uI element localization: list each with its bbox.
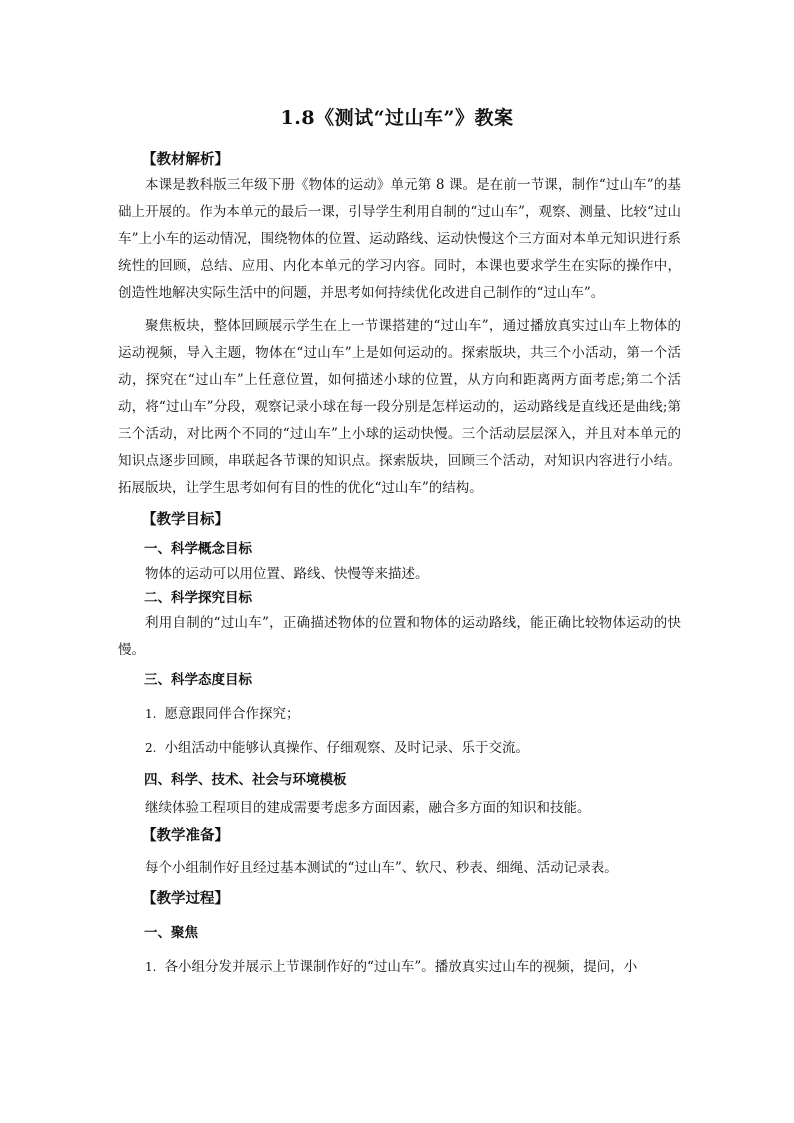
goal-text-sts: 继续体验工程项目的建成需要考虑多方面因素，融合多方面的知识和技能。 [145,800,591,816]
goal-heading-sts: 四、科学、技术、社会与环境模板 [144,772,347,788]
list-item-text: 愿意跟同伴合作探究； [164,706,300,722]
section-heading-teaching-goals: 【教学目标】 [142,511,229,528]
list-item-text: 各小组分发并展示上节课制作好的“过山车”。播放真实过山车的视频，提问，小 [164,959,638,975]
goal-heading-attitude: 三、科学态度目标 [144,672,252,688]
goal-heading-concept: 一、科学概念目标 [144,541,252,557]
list-item [118,704,681,724]
list-item [118,957,681,977]
list-item-number: 2. [145,741,157,755]
list-item-text: 小组活动中能够认真操作、仔细观察、及时记录、乐于交流。 [164,740,529,756]
paragraph-analysis-1: 本课是教科版三年级下册《物体的运动》单元第 8 课。是在前一节课，制作“过山车”的基础上开展的。作为本单元的最后一课，引导学生利用自制的“过山车”，观察、测量、比较“过山车”上小车的运动情况，围绕物体的位置、运动路线、运动快慢这个三方面对本单元知识进行系统性的回顾，总结、应用、内化本单元的学习内容。同时，本课也要求学生在实际的操作中，创造性地解决实际生活中的问题，并思考如何持续优化改进自己制作的“过山车”。 [118,177,681,301]
section-heading-textbook-analysis: 【教材解析】 [142,151,229,168]
process-heading-focus: 一、聚焦 [144,925,198,941]
document-body [118,150,681,977]
goal-text-concept: 物体的运动可以用位置、路线、快慢等来描述。 [145,566,429,582]
section-heading-process: 【教学过程】 [142,890,229,907]
goal-text-inquiry: 利用自制的“过山车”，正确描述物体的位置和物体的运动路线，能正确比较物体运动的快慢。 [118,615,681,658]
document-title: 1.8《测试“过山车”》教案 [280,107,514,129]
section-heading-preparation: 【教学准备】 [142,827,229,844]
list-item-number: 1. [145,960,157,974]
paragraph-analysis-2: 聚焦板块，整体回顾展示学生在上一节课搭建的“过山车”，通过播放真实过山车上物体的运动视频，导入主题，物体在“过山车”上是如何运动的。探索版块，共三个小活动，第一个活动，探究在“过山车”上任意位置，如何描述小球的位置，从方向和距离两方面考虑;第二个活动，将“过山车”分段，观察记录小球在每一段分别是怎样运动的，运动路线是直线还是曲线;第三个活动，对比两个不同的“过山车”上小球的运动快慢。三个活动层层深入，并且对本单元的知识点逐步回顾，串联起各节课的知识点。探索版块，回顾三个活动，对知识内容进行小结。拓展版块，让学生思考如何有目的性的优化“过山车”的结构。 [118,318,681,496]
goal-heading-inquiry: 二、科学探究目标 [144,590,252,606]
preparation-text: 每个小组制作好且经过基本测试的“过山车”、软尺、秒表、细绳、活动记录表。 [145,860,618,876]
list-item-number: 1. [145,707,157,721]
list-item [118,738,681,758]
